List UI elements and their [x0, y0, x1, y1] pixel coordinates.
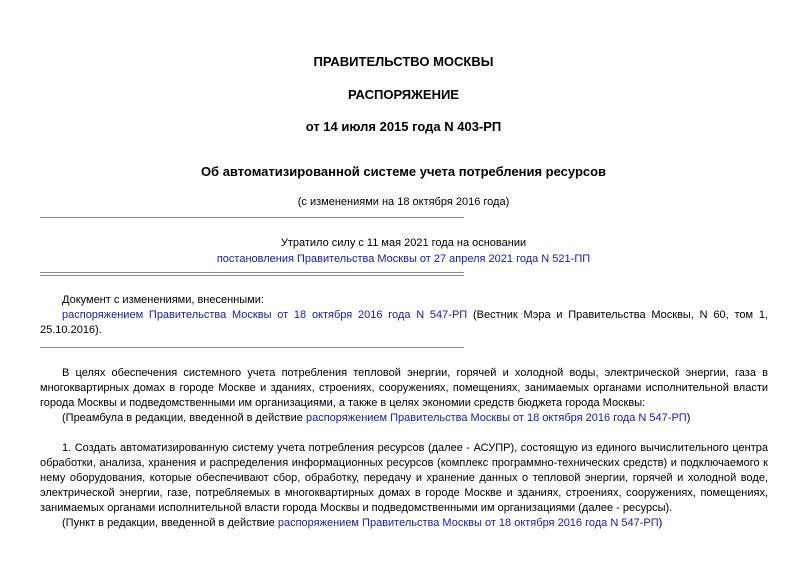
doc-date-number: от 14 июля 2015 года N 403-РП: [305, 119, 502, 134]
item1-note-suffix: ): [658, 517, 663, 529]
divider-3: [40, 275, 464, 276]
amendments-line2: 25.10.2016).: [40, 324, 102, 336]
preamble-line3: города Москвы и подведомственными им организациями, а также в целях экономии средств бюджета города Москвы:: [40, 397, 646, 409]
divider-4: [40, 347, 464, 348]
amendments-link[interactable]: распоряжением Правительства Москвы от 18 октября 2016 года N 547-РП: [62, 309, 468, 321]
amendments-intro: Документ с изменениями, внесенными:: [62, 294, 264, 306]
item1-note-link[interactable]: распоряжением Правительства Москвы от 18 октября 2016 года N 547-РП: [277, 517, 659, 529]
preamble-line2: многоквартирных домах в городе Москве и зданиях, строениях, сооружениях, помещениях, занимаемых органами исполнительной власти: [40, 382, 768, 394]
preamble-note-link[interactable]: распоряжением Правительства Москвы от 18 октября 2016 года N 547-РП: [305, 412, 687, 424]
doc-type: РАСПОРЯЖЕНИЕ: [348, 87, 459, 102]
divider-1: [40, 217, 464, 218]
changes-note: (с изменениями на 18 октября 2016 года): [297, 196, 510, 208]
preamble-note-prefix: (Преамбула в редакции, введенной в действие: [62, 412, 303, 424]
repeal-link[interactable]: постановления Правительства Москвы от 27 апреля 2021 года N 521-ПП: [216, 253, 591, 265]
preamble-line1: В целях обеспечения системного учета потребления тепловой энергии, горячей и холодной воды, электрической энергии, газа в: [62, 367, 768, 379]
item1-note: [62, 516, 662, 531]
item1-line4: электрической энергии, газе, потребляемых в многоквартирных домах в городе Москве и зданиях, строениях, сооружениях, помещениях,: [40, 487, 768, 499]
item1-line1: 1. Создать автоматизированную систему учета потребления ресурсов (далее - АСУПР), состоящую из единого вычислительного центра: [62, 442, 768, 454]
repeal-text: Утратило силу с 11 мая 2021 года на основании: [280, 237, 527, 249]
item1-line3: нему оборудования, которые обеспечивают сбор, обработку, передачу и хранение данных о тепловой энергии, горячей и холодной воде,: [40, 472, 768, 484]
item1-line5: занимаемых органами исполнительной власти города Москвы и подведомственными им организациями (далее - ресурсы).: [40, 502, 673, 514]
repeal-link-row: [0, 253, 807, 265]
preamble-note-suffix: ): [686, 412, 691, 424]
preamble-note: [62, 411, 690, 426]
item1-line2: обработки, анализа, хранения и распределения информационных ресурсов (комплекс программно-технических средств) и подключаемого к: [40, 457, 768, 469]
amendments-source: (Вестник Мэра и Правительства Москвы, N 60, том 1,: [472, 309, 768, 321]
org-name: ПРАВИТЕЛЬСТВО МОСКВЫ: [313, 54, 494, 69]
doc-title: Об автоматизированной системе учета потребления ресурсов: [200, 164, 607, 179]
amendments-line1: [62, 308, 768, 323]
divider-2: [40, 272, 464, 273]
item1-note-prefix: (Пункт в редакции, введенной в действие: [62, 517, 275, 529]
